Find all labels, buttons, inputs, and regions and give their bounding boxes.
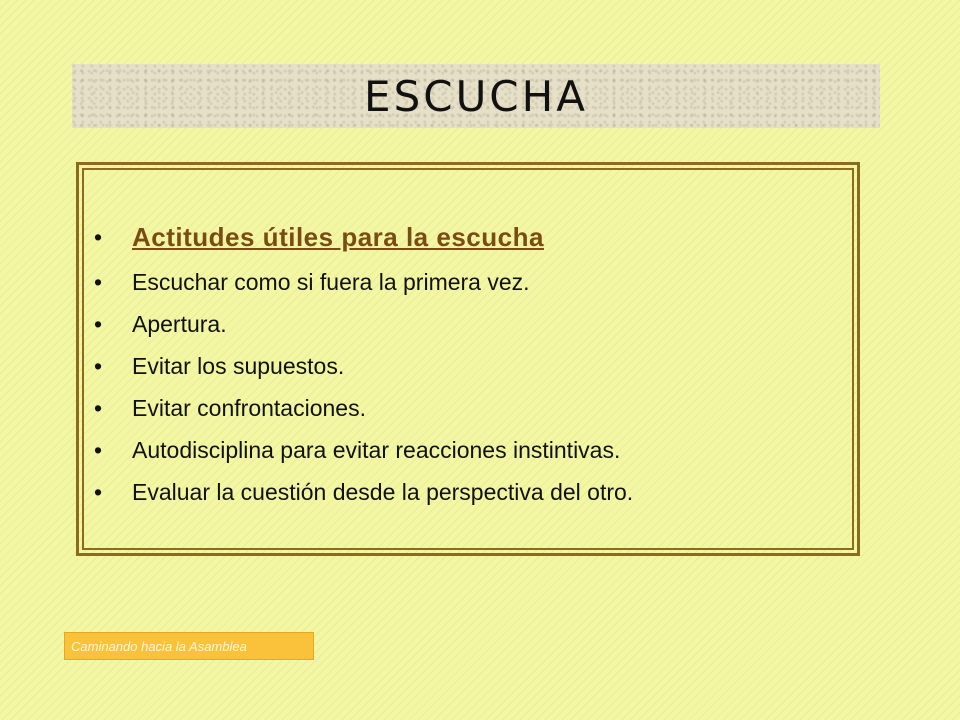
list-item-text: Evitar confrontaciones.	[132, 395, 366, 421]
list-item	[94, 436, 633, 478]
list-item-text: Autodisciplina para evitar reacciones instintivas.	[132, 437, 621, 463]
list-item	[94, 310, 633, 352]
bullet-icon: •	[94, 353, 103, 379]
content-frame	[76, 162, 860, 556]
slide-title: ESCUCHA	[364, 71, 588, 121]
title-band	[72, 64, 880, 128]
list-item-text: Escuchar como si fuera la primera vez.	[132, 269, 530, 295]
bullet-list	[94, 222, 633, 520]
list-item	[94, 394, 633, 436]
bullet-icon: •	[94, 224, 103, 250]
list-item	[94, 268, 633, 310]
list-heading	[94, 222, 633, 268]
footer-label: Caminando hacia la Asamblea	[64, 632, 314, 660]
list-item	[94, 352, 633, 394]
bullet-icon: •	[94, 395, 103, 421]
heading-text: Actitudes útiles para la escucha	[132, 222, 544, 252]
list-item	[94, 478, 633, 520]
bullet-icon: •	[94, 479, 103, 505]
list-item-text: Evitar los supuestos.	[132, 353, 345, 379]
bullet-icon: •	[94, 311, 103, 337]
list-item-text: Apertura.	[132, 311, 227, 337]
list-item-text: Evaluar la cuestión desde la perspectiva del otro.	[132, 479, 634, 505]
bullet-icon: •	[94, 437, 103, 463]
content-inner-border	[82, 168, 854, 550]
bullet-icon: •	[94, 269, 103, 295]
